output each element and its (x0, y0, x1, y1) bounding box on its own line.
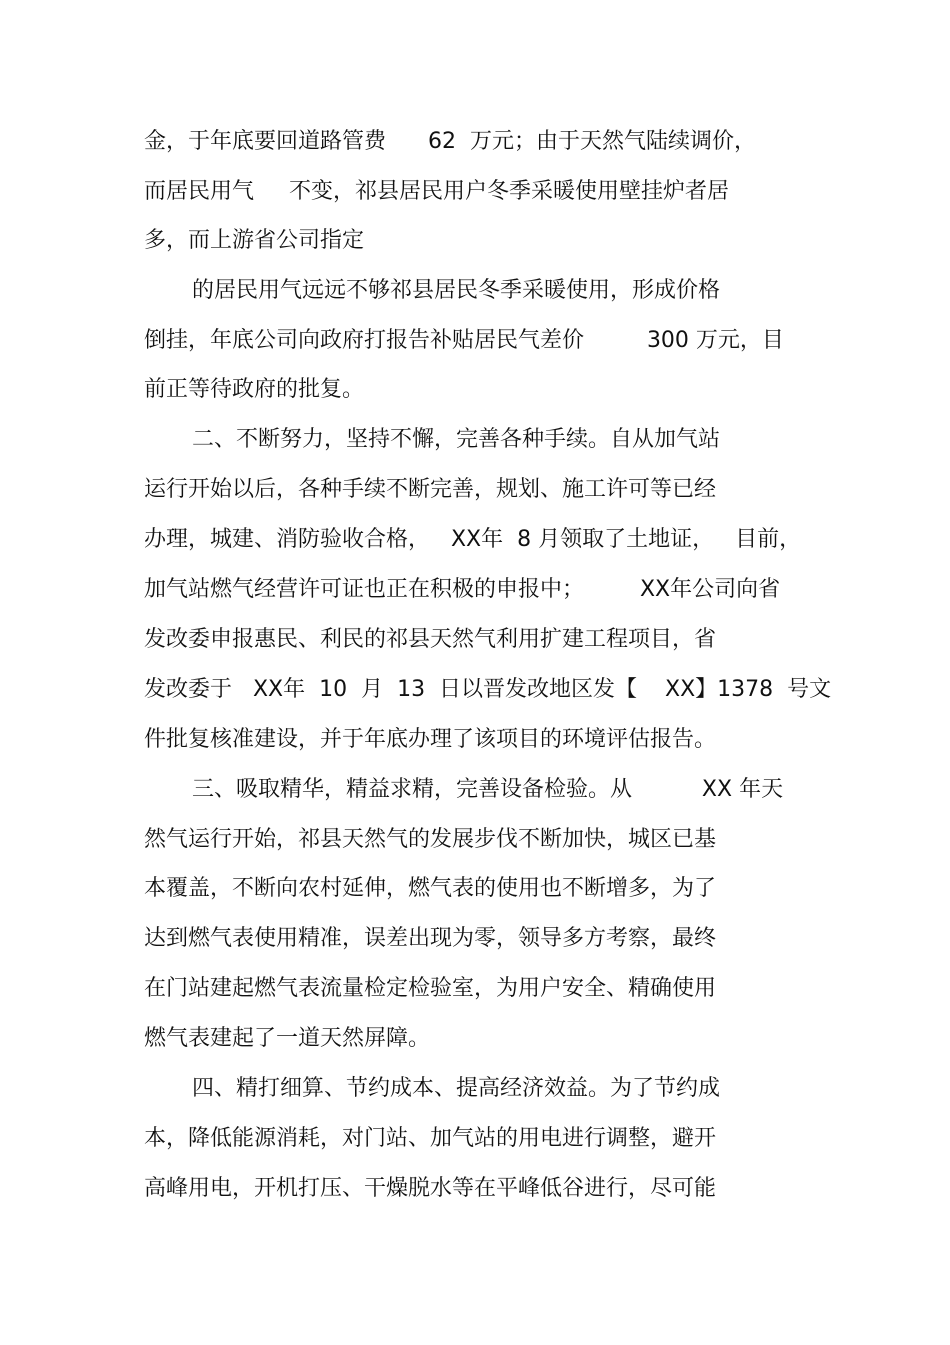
text-line: 的居民用气远远不够祁县居民冬季采暖使用，形成价格 (192, 278, 721, 303)
text-line: 金，于年底要回道路管费 62 万元；由于天然气陆续调价， (144, 129, 756, 154)
section-3-heading-line: 三、吸取精华，精益求精，完善设备检验。从 XX 年天 (192, 777, 784, 802)
text-line: 发改委申报惠民、利民的祁县天然气利用扩建工程项目，省 (144, 627, 717, 652)
text-line: 燃气表建起了一道天然屏障。 (144, 1026, 431, 1051)
text-line: 多，而上游省公司指定 (144, 228, 365, 253)
text-line: 前正等待政府的批复。 (144, 377, 365, 402)
text-line: 运行开始以后，各种手续不断完善，规划、施工许可等已经 (144, 477, 717, 502)
text-line: 加气站燃气经营许可证也正在积极的申报中； XX年公司向省 (144, 577, 781, 602)
section-4-heading-line: 四、精打细算、节约成本、提高经济效益。为了节约成 (192, 1076, 721, 1101)
text-line: 达到燃气表使用精准，误差出现为零，领导多方考察，最终 (144, 926, 717, 951)
text-line: 倒挂，年底公司向政府打报告补贴居民气差价 300 万元，目 (144, 328, 784, 353)
text-line: 办理，城建、消防验收合格， XX年 8 月领取了土地证， 目前， (144, 527, 802, 552)
text-line: 在门站建起燃气表流量检定检验室，为用户安全、精确使用 (144, 976, 717, 1001)
text-line: 高峰用电，开机打压、干燥脱水等在平峰低谷进行，尽可能 (144, 1176, 717, 1201)
section-2-heading-line: 二、不断努力，坚持不懈，完善各种手续。自从加气站 (192, 427, 721, 452)
text-line: 而居民用气 不变，祁县居民用户冬季采暖使用壁挂炉者居 (144, 179, 729, 204)
text-line: 本，降低能源消耗，对门站、加气站的用电进行调整，避开 (144, 1126, 717, 1151)
text-line: 然气运行开始，祁县天然气的发展步伐不断加快，城区已基 (144, 827, 717, 852)
text-line: 本覆盖，不断向农村延伸，燃气表的使用也不断增多，为了 (144, 876, 717, 901)
text-line: 件批复核准建设，并于年底办理了该项目的环境评估报告。 (144, 727, 717, 752)
text-line: 发改委于 XX年 10 月 13 日以晋发改地区发【 XX】1378 号文 (144, 677, 832, 702)
